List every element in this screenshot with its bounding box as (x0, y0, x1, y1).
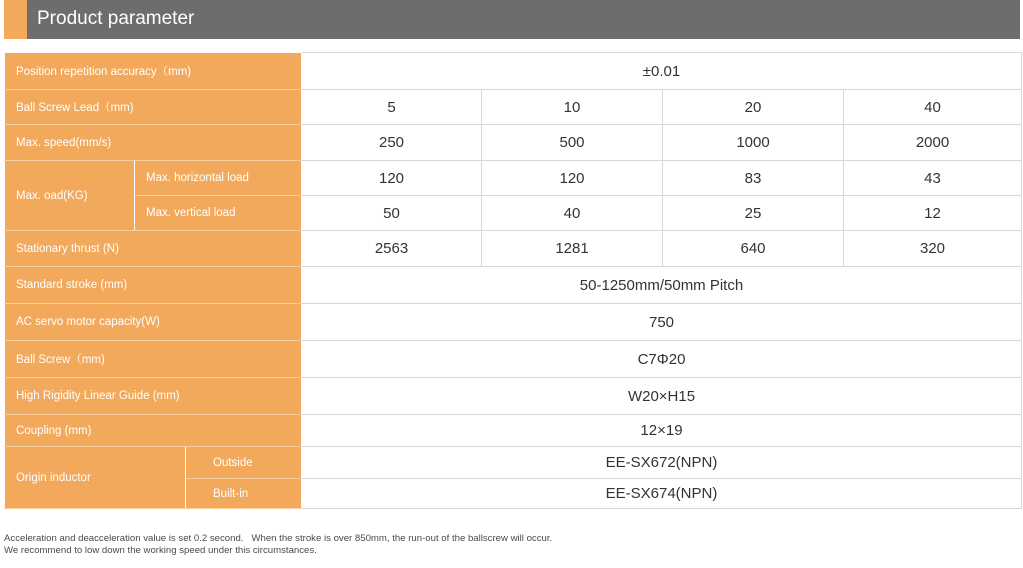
table-row (5, 231, 1022, 267)
product-parameter-table (4, 52, 1022, 509)
section-header (4, 0, 1020, 39)
row-label-max-load: Max. oad(KG) (5, 161, 135, 231)
table-row (5, 90, 1022, 125)
row-label-max-speed: Max. speed(mm/s) (5, 125, 302, 161)
value-ball-screw-lead: 40 (844, 90, 1022, 125)
value-max-vertical-load: 50 (302, 196, 482, 231)
row-sublabel-max-vertical-load: Max. vertical load (135, 196, 302, 231)
row-label-ball-screw: Ball Screw（mm) (5, 341, 302, 378)
row-label-standard-stroke: Standard stroke (mm) (5, 267, 302, 304)
row-label-position-repetition-accuracy: Position repetition accuracy（mm) (5, 53, 302, 90)
row-label-coupling: Coupling (mm) (5, 415, 302, 447)
row-label-stationary-thrust: Stationary thrust (N) (5, 231, 302, 267)
row-label-origin-inductor: Origin inductor (5, 447, 186, 509)
value-ball-screw-lead: 20 (663, 90, 844, 125)
row-sublabel-max-horizontal-load: Max. horizontal load (135, 161, 302, 196)
row-label-linear-guide: High Rigidity Linear Guide (mm) (5, 378, 302, 415)
value-max-horizontal-load: 120 (482, 161, 663, 196)
value-max-vertical-load: 25 (663, 196, 844, 231)
value-ball-screw: C7Φ20 (302, 341, 1022, 378)
value-max-horizontal-load: 43 (844, 161, 1022, 196)
section-title: Product parameter (37, 8, 195, 29)
value-max-vertical-load: 12 (844, 196, 1022, 231)
table-row (5, 378, 1022, 415)
table-row (5, 161, 1022, 196)
value-max-speed: 2000 (844, 125, 1022, 161)
value-origin-inductor-built-in: EE-SX674(NPN) (302, 479, 1022, 509)
row-label-ac-servo-motor-capacity: AC servo motor capacity(W) (5, 304, 302, 341)
value-stationary-thrust: 320 (844, 231, 1022, 267)
value-origin-inductor-outside: EE-SX672(NPN) (302, 447, 1022, 479)
value-ac-servo-motor-capacity: 750 (302, 304, 1022, 341)
table-row (5, 447, 1022, 479)
value-stationary-thrust: 2563 (302, 231, 482, 267)
row-sublabel-built-in: Built-in (186, 479, 302, 509)
value-max-horizontal-load: 83 (663, 161, 844, 196)
table-row (5, 53, 1022, 90)
value-stationary-thrust: 640 (663, 231, 844, 267)
footnote-line-2: We recommend to low down the working speed under this circumstances. (4, 545, 317, 556)
row-label-ball-screw-lead: Ball Screw Lead（mm) (5, 90, 302, 125)
footnote (4, 533, 552, 557)
value-coupling: 12×19 (302, 415, 1022, 447)
header-accent-bar (4, 0, 27, 39)
value-max-vertical-load: 40 (482, 196, 663, 231)
value-linear-guide: W20×H15 (302, 378, 1022, 415)
table-row (5, 125, 1022, 161)
row-sublabel-outside: Outside (186, 447, 302, 479)
value-stationary-thrust: 1281 (482, 231, 663, 267)
table-row (5, 415, 1022, 447)
value-max-speed: 500 (482, 125, 663, 161)
value-position-repetition-accuracy: ±0.01 (302, 53, 1022, 90)
table-row (5, 304, 1022, 341)
table-row (5, 267, 1022, 304)
value-max-speed: 250 (302, 125, 482, 161)
value-max-speed: 1000 (663, 125, 844, 161)
value-max-horizontal-load: 120 (302, 161, 482, 196)
value-standard-stroke: 50-1250mm/50mm Pitch (302, 267, 1022, 304)
value-ball-screw-lead: 5 (302, 90, 482, 125)
table-row (5, 196, 1022, 231)
value-ball-screw-lead: 10 (482, 90, 663, 125)
footnote-line-1: Acceleration and deacceleration value is set 0.2 second. When the stroke is over 850mm, the run-out of the ballscrew will occur. (4, 533, 553, 544)
table-row (5, 341, 1022, 378)
